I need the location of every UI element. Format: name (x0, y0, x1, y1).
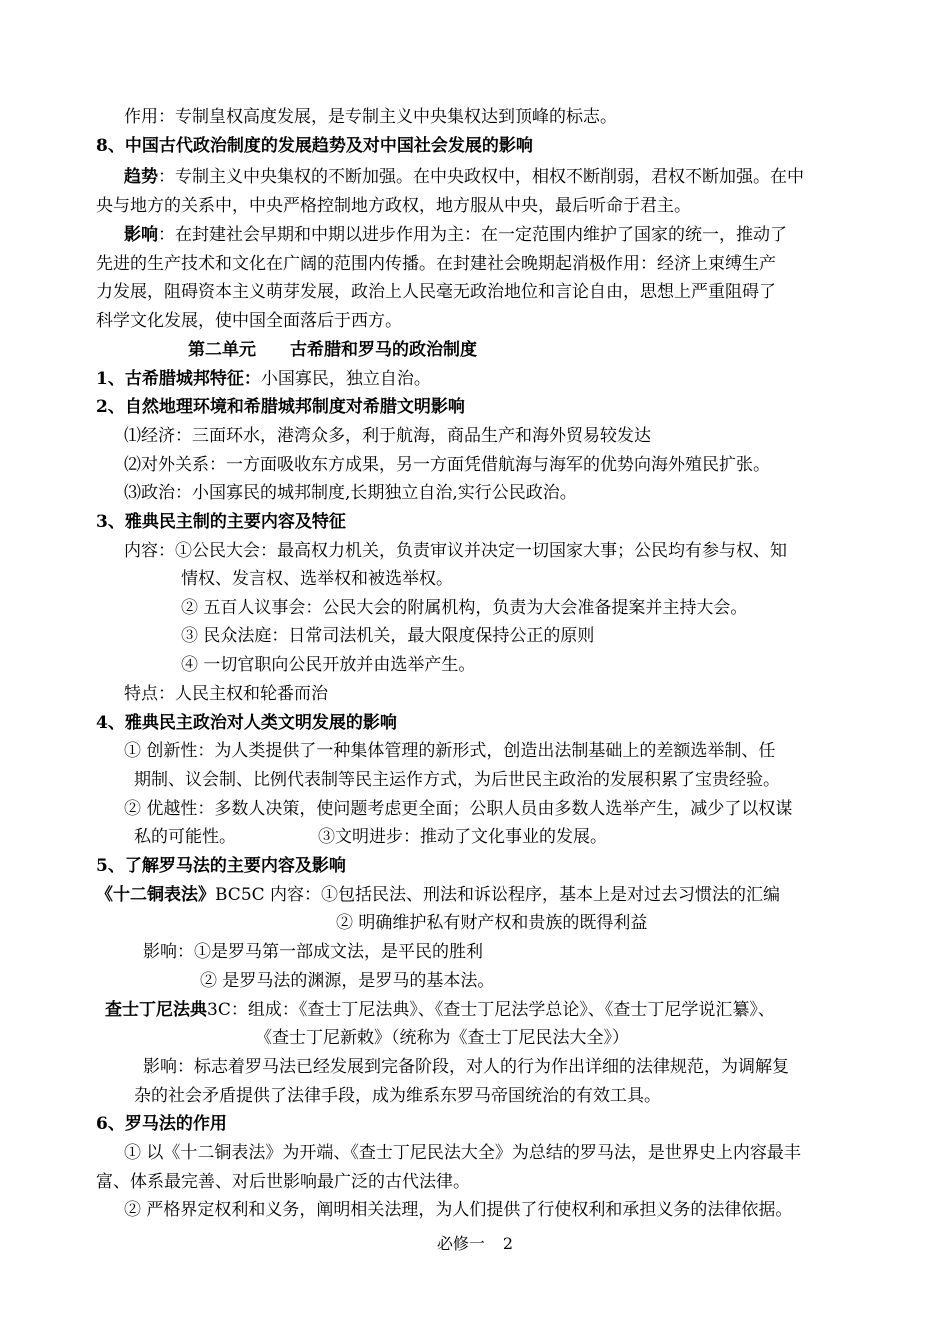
list-item: ③文明进步：推动了文化事业的发展。 (318, 827, 607, 847)
section-heading: 8、中国古代政治制度的发展趋势及对中国社会发展的影响 (96, 136, 533, 156)
law-title: 查士丁尼法典 (105, 1000, 207, 1020)
text-line (124, 166, 804, 188)
list-item: ② 严格界定权利和义务，阐明相关法理，为人们提供了行使权利和承担义务的法律依据。 (124, 1200, 793, 1220)
text-line: 富、体系最完善、对后世影响最广泛的古代法律。 (96, 1172, 470, 1192)
text-line: 情权、发言权、选举权和被选举权。 (181, 569, 453, 589)
text-line: 影响：标志着罗马法已经发展到完备阶段，对人的行为作出详细的法律规范，为调解复 (143, 1057, 789, 1077)
list-item: ② 是罗马法的渊源，是罗马的基本法。 (200, 971, 495, 991)
list-item: ⑴经济：三面环水，港湾众多，利于航海，商品生产和海外贸易较发达 (124, 426, 651, 446)
term-label: 影响 (124, 225, 158, 245)
page-number: 2 (502, 1234, 514, 1253)
section-heading: 4、雅典民主政治对人类文明发展的影响 (96, 713, 397, 733)
section-heading: 1、古希腊城邦特征： (96, 369, 261, 389)
text-line: 私的可能性。 (134, 827, 236, 847)
list-item: ⑶政治：小国寡民的城邦制度,长期独立自治,实行公民政治。 (124, 483, 577, 503)
text-line: 力发展，阻碍资本主义萌芽发展，政治上人民毫无政治地位和言论自由，思想上严重阻碍了 (96, 282, 776, 302)
term-label: 趋势 (124, 167, 158, 187)
law-title: 《十二铜表法》 (96, 885, 215, 905)
section-heading: 3、雅典民主制的主要内容及特征 (96, 512, 346, 532)
page-footer (0, 1233, 950, 1255)
term-text: 小国寡民，独立自治。 (260, 369, 431, 389)
text-line: 央与地方的关系中，中央严格控制地方政权，地方服从中央，最后听命于君主。 (96, 196, 691, 216)
text-line: 作用：专制皇权高度发展，是专制主义中央集权达到顶峰的标志。 (124, 107, 617, 127)
text-line: 内容：①公民大会：最高权力机关，负责审议并决定一切国家大事；公民均有参与权、知 (124, 541, 787, 561)
text-line (124, 224, 787, 246)
text-line (96, 884, 780, 906)
text-line: 特点：人民主权和轮番而治 (124, 684, 328, 704)
text-line: 科学文化发展，使中国全面落后于西方。 (96, 311, 402, 331)
footer-label: 必修一 (436, 1234, 485, 1253)
list-item: ① 以《十二铜表法》为开端、《查士丁尼民法大全》为总结的罗马法，是世界史上内容最丰 (124, 1143, 801, 1163)
text-line: 先进的生产技术和文化在广阔的范围内传播。在封建社会晚期起消极作用：经济上束缚生产 (96, 254, 776, 274)
section-heading: 5、了解罗马法的主要内容及影响 (96, 856, 346, 876)
text-line: 影响：①是罗马第一部成文法，是平民的胜利 (143, 942, 483, 962)
term-text: ：专制主义中央集权的不断加强。在中央政权中，相权不断削弱，君权不断加强。在中 (158, 167, 804, 187)
term-text: 3C：组成：《查士丁尼法典》、《查士丁尼法学总论》、《查士丁尼学说汇纂》、 (207, 1000, 775, 1020)
unit-title: 第二单元 古希腊和罗马的政治制度 (188, 340, 477, 360)
text-line (105, 999, 775, 1021)
list-item: ② 五百人议事会：公民大会的附属机构，负责为大会准备提案并主持大会。 (181, 598, 748, 618)
list-item: ② 优越性：多数人决策，使问题考虑更全面；公职人员由多数人选举产生，减少了以权谋 (124, 799, 793, 819)
term-text: ：在封建社会早期和中期以进步作用为主：在一定范围内维护了国家的统一，推动了 (158, 225, 787, 245)
section-heading: 2、自然地理环境和希腊城邦制度对希腊文明影响 (96, 397, 465, 417)
list-item: ① 创新性：为人类提供了一种集体管理的新形式，创造出法制基础上的差额选举制、任 (124, 741, 776, 761)
list-item: ⑵对外关系：一方面吸收东方成果，另一方面凭借航海与海军的优势向海外殖民扩张。 (124, 455, 770, 475)
list-item: ③ 民众法庭：日常司法机关，最大限度保持公正的原则 (181, 626, 595, 646)
text-line (96, 368, 431, 390)
list-item: ④ 一切官职向公民开放并由选举产生。 (181, 655, 476, 675)
text-line: 《查士丁尼新敕》（统称为《查士丁尼民法大全》） (255, 1028, 629, 1048)
term-text: BC5C 内容：①包括民法、刑法和诉讼程序，基本上是对过去习惯法的汇编 (215, 885, 781, 905)
text-line: 期制、议会制、比例代表制等民主运作方式，为后世民主政治的发展积累了宝贵经验。 (134, 770, 780, 790)
section-heading: 6、罗马法的作用 (96, 1114, 227, 1134)
text-line: 杂的社会矛盾提供了法律手段，成为维系东罗马帝国统治的有效工具。 (134, 1086, 661, 1106)
list-item: ② 明确维护私有财产权和贵族的既得利益 (336, 913, 648, 933)
